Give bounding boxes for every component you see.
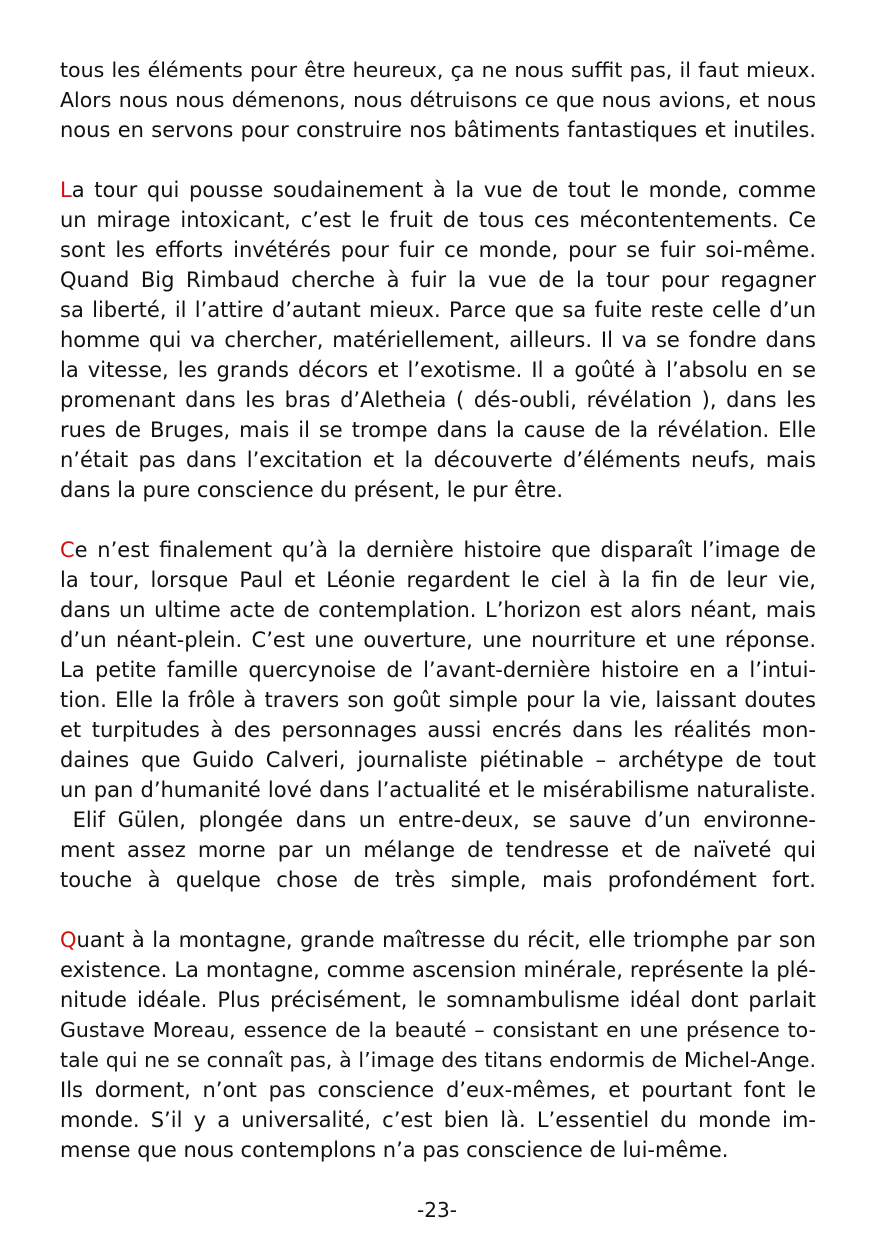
text-line: monde. S’il y a universalité, c’est bien là. L’essentiel du monde im-	[60, 1108, 816, 1132]
text-line: tous les éléments pour être heureux, ça ne nous suffit pas, il faut mieux.	[60, 58, 816, 82]
text-line-first	[60, 175, 816, 205]
text-line: d’un néant-plein. C’est une ouverture, une nourriture et une réponse.	[60, 628, 816, 652]
text-line: Gustave Moreau, essence de la beauté – consistant en une présence to-	[60, 1018, 816, 1042]
paragraph-3	[60, 535, 816, 895]
text-line: dans un ultime acte de contemplation. L’horizon est alors néant, mais	[60, 598, 816, 622]
page-number: -23-	[417, 1198, 457, 1222]
paragraph-gap	[60, 145, 816, 175]
paragraph-1	[60, 55, 816, 145]
text-line: Ils dorment, n’ont pas conscience d’eux-mêmes, et pourtant font le	[60, 1078, 816, 1102]
text-line: touche à quelque chose de très simple, mais profondément fort.	[60, 868, 816, 892]
text-line-first	[60, 925, 816, 955]
text-line: Elif Gülen, plongée dans un entre-deux, se sauve d’un environne-	[60, 808, 816, 832]
text-line: daines que Guido Calveri, journaliste piétinable – archétype de tout	[60, 748, 816, 772]
drop-cap: L	[60, 178, 72, 202]
text-line: un mirage intoxicant, c’est le fruit de tous ces mécontentements. Ce	[60, 208, 816, 232]
page-body	[60, 55, 816, 1165]
text-line: mense que nous contemplons n’a pas conscience de lui-même.	[60, 1138, 729, 1162]
text-line: nous en servons pour construire nos bâtiments fantastiques et inutiles.	[60, 118, 816, 142]
text-line: la vitesse, les grands décors et l’exotisme. Il a goûté à l’absolu en se	[60, 358, 816, 382]
text-line: tale qui ne se connaît pas, à l’image des titans endormis de Michel-Ange.	[60, 1048, 816, 1072]
text-line: tion. Elle la frôle à travers son goût simple pour la vie, laissant doutes	[60, 688, 816, 712]
text-line: sa liberté, il l’attire d’autant mieux. Parce que sa fuite reste celle d’un	[60, 298, 816, 322]
text-line: homme qui va chercher, matériellement, ailleurs. Il va se fondre dans	[60, 328, 816, 352]
text-line-rest: e n’est finalement qu’à la dernière histoire que disparaît l’image de	[74, 538, 816, 562]
text-line-rest: uant à la montagne, grande maîtresse du récit, elle triomphe par son	[76, 928, 816, 952]
text-line: et turpitudes à des personnages aussi encrés dans les réalités mon-	[60, 718, 816, 742]
text-line: nitude idéale. Plus précisément, le somnambulisme idéal dont parlait	[60, 988, 816, 1012]
text-line: La petite famille quercynoise de l’avant-dernière histoire en a l’intui-	[60, 658, 816, 682]
paragraph-2	[60, 175, 816, 505]
paragraph-gap	[60, 895, 816, 925]
text-line: sont les efforts invétérés pour fuir ce monde, pour se fuir soi-même.	[60, 238, 816, 262]
text-line: promenant dans les bras d’Aletheia ( dés-oubli, révélation ), dans les	[60, 388, 816, 412]
drop-cap: C	[60, 538, 75, 562]
text-line: dans la pure conscience du présent, le pur être.	[60, 478, 564, 502]
text-line: rues de Bruges, mais il se trompe dans la cause de la révélation. Elle	[60, 418, 816, 442]
text-line-rest: a tour qui pousse soudainement à la vue de tout le monde, comme	[71, 178, 816, 202]
text-line: Alors nous nous démenons, nous détruisons ce que nous avions, et nous	[60, 88, 816, 112]
text-line: Quand Big Rimbaud cherche à fuir la vue de la tour pour regagner	[60, 268, 816, 292]
paragraph-4	[60, 925, 816, 1165]
text-line: la tour, lorsque Paul et Léonie regardent le ciel à la fin de leur vie,	[60, 568, 816, 592]
text-line: n’était pas dans l’excitation et la découverte d’éléments neufs, mais	[60, 448, 816, 472]
text-line: existence. La montagne, comme ascension minérale, représente la plé-	[60, 958, 816, 982]
paragraph-gap	[60, 505, 816, 535]
text-line-first	[60, 535, 816, 565]
drop-cap: Q	[60, 928, 77, 952]
text-line: ment assez morne par un mélange de tendresse et de naïveté qui	[60, 838, 816, 862]
text-line: un pan d’humanité lové dans l’actualité et le misérabilisme naturaliste.	[60, 778, 816, 802]
